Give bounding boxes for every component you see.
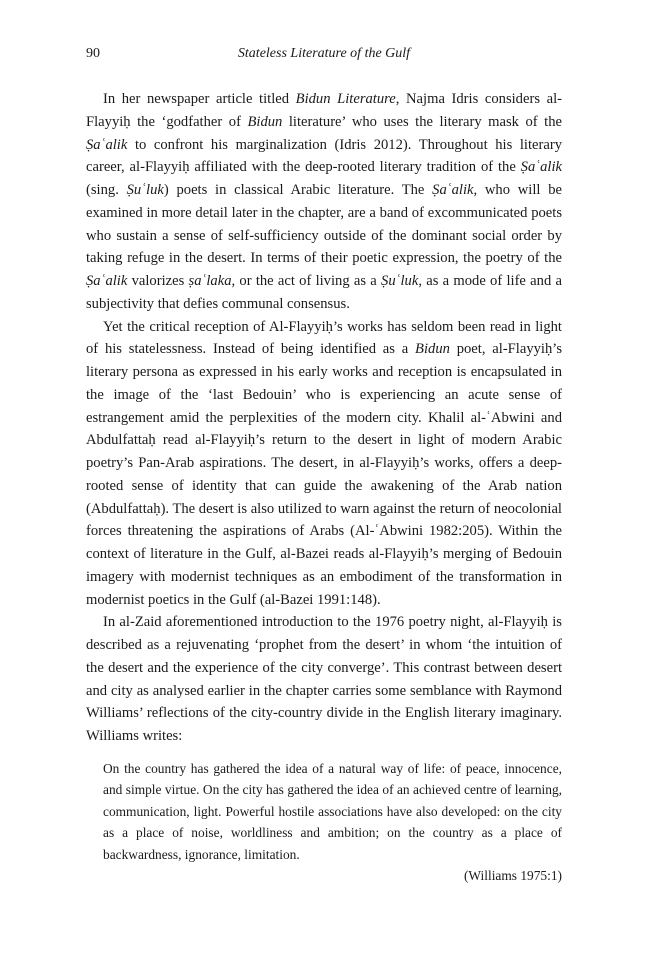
text-run: , as a mode of life and a subjectivity that defies communal consensus. <box>86 273 562 312</box>
italic-term: Bidun <box>247 113 283 130</box>
block-quote-text: On the country has gathered the idea of a natural way of life: of peace, innocence, and simple virtue. On the city has gathered the idea of an achieved centre of learning, communication, light. Powerful hostile associations have also developed: on the city as a place of noise, worldliness and ambition; on the country as a place of backwardness, ignorance, limitation. <box>103 760 562 862</box>
text-run: In al-Zaid aforementioned introduction to the 1976 poetry night, al-Flayyiḥ is described as a rejuvenating ‘prophet from the desert’ in whom ‘the intuition of the desert and the experience of the city converge’. This contrast between desert and city as analysed earlier in the chapter carries some semblance with Raymond Williams’ reflections of the city-country divide in the English literary imaginary. Williams writes: <box>86 614 562 744</box>
text-run: ) poets in classical Arabic literature. The <box>163 182 433 198</box>
paragraph-2 <box>86 316 562 612</box>
text-run: valorizes <box>127 273 189 289</box>
italic-term: Ṣaʿalik <box>520 159 562 176</box>
text-run: In her newspaper article titled <box>103 91 296 107</box>
italic-term: ṣaʿlaka <box>188 273 232 289</box>
body-text <box>86 88 562 887</box>
text-run: , who will be examined in more detail later in the chapter, are a band of excommunicated poets who sustain a sense of self-sufficiency outside of the dominant social order by taking refuge in the desert. In terms of their poetic expression, the poetry of the <box>86 182 562 267</box>
block-quote-citation: (Williams 1975:1) <box>463 868 562 884</box>
italic-term: Ṣaʿalik <box>432 182 474 198</box>
running-head <box>86 46 562 66</box>
italic-term: Bidun Literature <box>295 91 396 107</box>
italic-term: Ṣuʿluk <box>126 182 164 198</box>
text-run: (sing. <box>86 182 127 198</box>
text-run: poet, al-Flayyiḥ’s literary persona as expressed in his early works and reception is encapsulated in the image of the ‘last Bedouin’ who is experiencing an acute sense of estrangement amid the perplexities of the modern city. Khalil al-ʿAbwini and Abdulfattaḥ read al-Flayyiḥ’s return to the desert in light of modern Arabic poetry’s Pan-Arab aspirations. The desert, in al-Flayyiḥ’s works, offers a deep-rooted sense of identity that can guide the awakening of the Arab nation (Abdulfattaḥ). The desert is also utilized to warn against the return of neocolonial forces threatening the aspirations of Arabs (Al-ʿAbwini 1982:205). Within the context of literature in the Gulf, al-Bazei reads al-Flayyiḥ’s merging of Bedouin imagery with modernist techniques as an embodiment of the transformation in modernist poetics in the Gulf (al-Bazei 1991:148). <box>86 341 563 608</box>
text-run: , or the act of living as a <box>231 273 382 289</box>
running-title: Stateless Literature of the Gulf <box>237 46 411 61</box>
book-page <box>86 0 562 975</box>
block-quote <box>103 758 562 887</box>
text-run: literature’ who uses the literary mask of the <box>282 113 563 130</box>
italic-term: Ṣuʿluk <box>381 273 419 289</box>
italic-term: Ṣaʿalik <box>86 273 128 289</box>
text-run: to confront his marginalization (Idris 2012). Throughout his literary career, al-Flayyiḥ affiliated with the deep-rooted literary tradition of the <box>86 136 562 176</box>
text-run: Yet the critical reception of Al-Flayyiḥ’s works has seldom been read in light of his statelessness. Instead of being identified as a <box>86 318 562 358</box>
paragraph-3 <box>86 611 562 748</box>
italic-term: Bidun <box>415 341 450 358</box>
paragraph-1 <box>86 88 562 316</box>
page-number: 90 <box>86 46 100 61</box>
italic-term: Ṣaʿalik <box>86 136 128 153</box>
text-run: , Najma Idris considers al-Flayyiḥ the ‘godfather of <box>86 91 562 130</box>
